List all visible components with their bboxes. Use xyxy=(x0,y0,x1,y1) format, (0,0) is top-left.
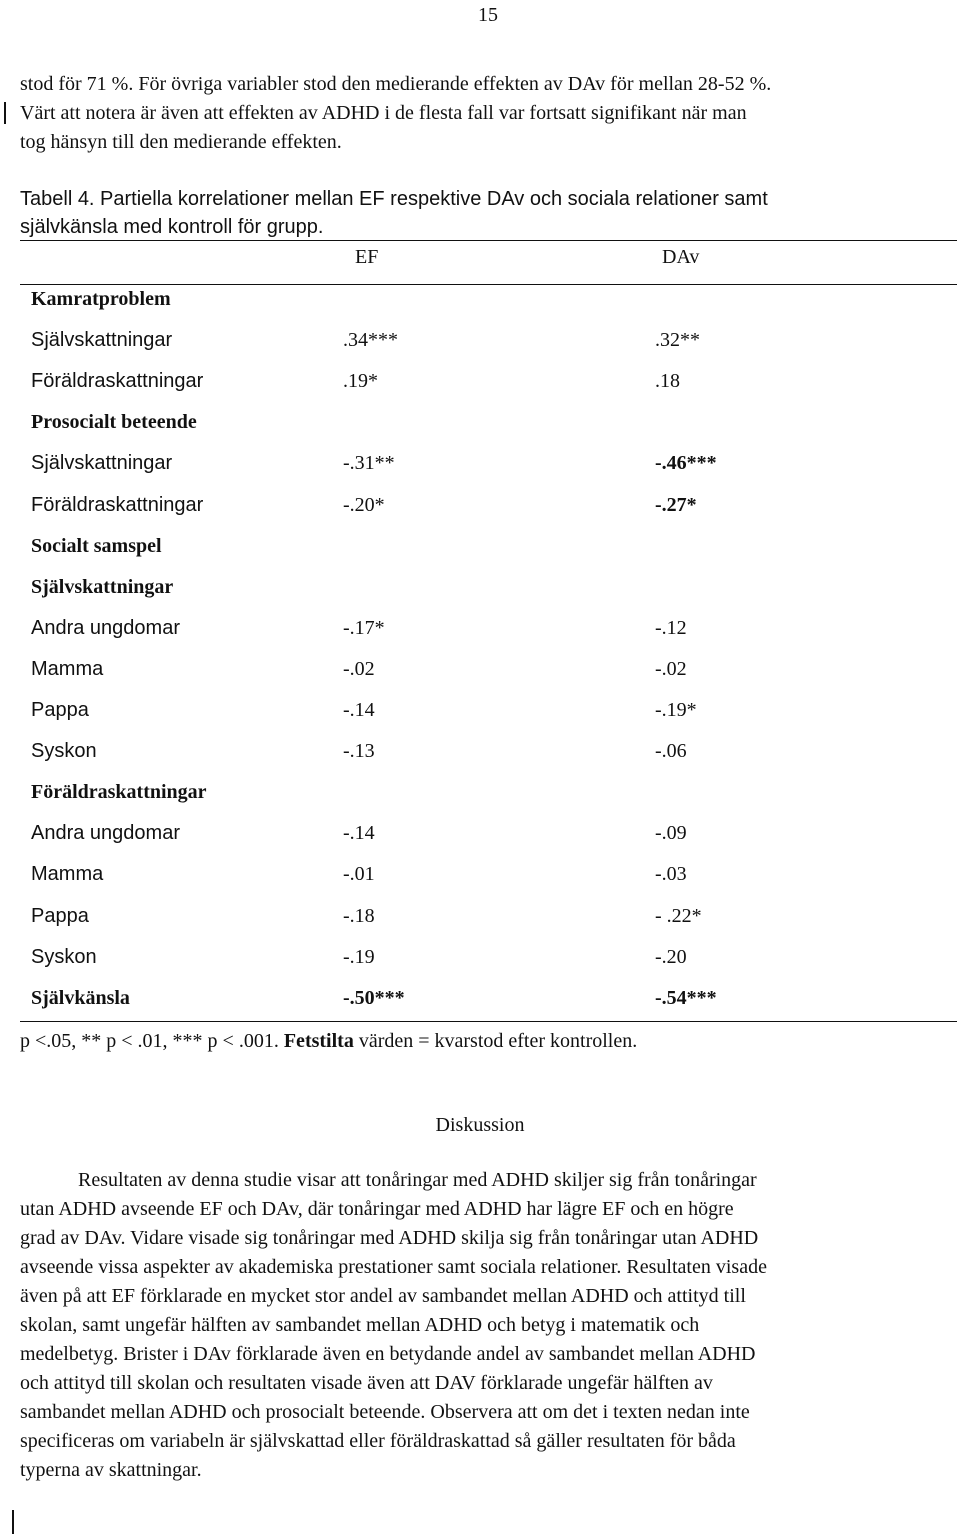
cell-dav: -.54*** xyxy=(655,986,717,1009)
caption-line: Tabell 4. Partiella korrelationer mellan EF respektive DAv och sociala relationer samt xyxy=(20,188,768,210)
paragraph-line: typerna av skattningar. xyxy=(20,1459,202,1481)
table-row xyxy=(0,573,960,603)
table-row xyxy=(0,449,960,479)
cell-dav: -.20 xyxy=(655,945,687,968)
cell-dav: -.03 xyxy=(655,863,687,886)
row-label: Självskattningar xyxy=(31,329,173,352)
cell-dav: -.02 xyxy=(655,657,687,680)
cell-dav: - .22* xyxy=(655,904,702,927)
section-title: Diskussion xyxy=(435,1114,525,1136)
table-row xyxy=(0,285,960,315)
caption-line: självkänsla med kontroll för grupp. xyxy=(20,216,324,238)
row-label: Syskon xyxy=(31,740,97,763)
cell-ef: .19* xyxy=(343,370,378,393)
table-row xyxy=(0,778,960,808)
table-caption xyxy=(20,185,950,241)
cell-ef: -.14 xyxy=(343,822,375,845)
row-heading: Prosocialt beteende xyxy=(31,411,197,434)
cell-ef: -.01 xyxy=(343,863,375,886)
row-heading: Självkänsla xyxy=(31,986,130,1009)
paragraph-line: även på att EF förklarade en mycket stor andel av sambandet mellan ADHD och attityd till xyxy=(20,1285,746,1307)
cell-ef: -.17* xyxy=(343,616,385,639)
column-header-dav: DAv xyxy=(662,246,700,268)
paragraph-line: grad av DAv. Vidare visade sig tonåringar med ADHD skilja sig från tonåringar utan ADHD xyxy=(20,1227,759,1249)
discussion-paragraph xyxy=(20,1166,950,1485)
cell-ef: -.18 xyxy=(343,904,375,927)
cell-dav: -.27* xyxy=(655,493,697,516)
cell-ef: .34*** xyxy=(343,329,398,352)
intro-paragraph xyxy=(20,70,940,157)
table-row xyxy=(0,737,960,767)
table-row xyxy=(0,326,960,356)
intro-line: tog hänsyn till den medierande effekten. xyxy=(20,131,342,153)
cell-ef: -.02 xyxy=(343,657,375,680)
table-row xyxy=(0,614,960,644)
cell-ef: -.13 xyxy=(343,740,375,763)
table-row xyxy=(0,860,960,890)
table-row xyxy=(0,491,960,521)
table-row xyxy=(0,943,960,973)
row-heading: Socialt samspel xyxy=(31,534,162,557)
paragraph-line: Resultaten av denna studie visar att tonåringar med ADHD skiljer sig från tonåringar xyxy=(78,1169,757,1191)
table-row xyxy=(0,367,960,397)
cell-dav: -.19* xyxy=(655,699,697,721)
cell-dav: .32** xyxy=(655,329,700,352)
paragraph-line: medelbetyg. Brister i DAv förklarade även en betydande andel av sambandet mellan ADHD xyxy=(20,1343,756,1365)
column-header-ef: EF xyxy=(355,246,379,268)
footnote-significance: p <.05, ** p < .01, *** p < .001. xyxy=(20,1030,284,1052)
row-label: Föräldraskattningar xyxy=(31,370,204,393)
footnote-bold-term: Fetstilta xyxy=(283,1030,354,1052)
row-label: Syskon xyxy=(31,945,97,968)
paragraph-line: skolan, samt ungefär hälften av sambandet mellan ADHD och betyg i matematik och xyxy=(20,1314,700,1336)
intro-line: Värt att notera är även att effekten av ADHD i de flesta fall var fortsatt signifikant när man xyxy=(20,102,747,124)
table-row xyxy=(0,532,960,562)
table-bottom-rule xyxy=(20,1021,957,1022)
row-heading: Självskattningar xyxy=(31,575,174,598)
paragraph-line: utan ADHD avseende EF och DAv, där tonåringar med ADHD har lägre EF och en högre xyxy=(20,1198,734,1220)
page-number: 15 xyxy=(478,4,498,26)
table-row xyxy=(0,696,960,726)
revision-bar-bottom xyxy=(12,1510,14,1534)
cell-dav: -.09 xyxy=(655,822,687,845)
cell-ef: -.14 xyxy=(343,699,375,721)
table-footnote xyxy=(20,1027,637,1055)
table-top-rule xyxy=(20,240,957,241)
table-row xyxy=(0,819,960,849)
row-label: Pappa xyxy=(31,699,89,721)
cell-dav: -.06 xyxy=(655,740,687,763)
paragraph-line: avseende vissa aspekter av akademiska prestationer samt sociala relationer. Resultaten visade xyxy=(20,1256,767,1278)
row-label: Mamma xyxy=(31,863,104,886)
table-row xyxy=(0,655,960,685)
table-row xyxy=(0,984,960,1014)
row-label: Självskattningar xyxy=(31,452,173,475)
table-row xyxy=(0,902,960,932)
row-label: Pappa xyxy=(31,904,89,927)
cell-dav: -.46*** xyxy=(655,452,717,475)
cell-dav: .18 xyxy=(655,370,680,393)
cell-ef: -.20* xyxy=(343,493,385,516)
cell-ef: -.31** xyxy=(343,452,395,475)
revision-bar-top xyxy=(4,102,6,124)
row-label: Mamma xyxy=(31,657,104,680)
cell-ef: -.19 xyxy=(343,945,375,968)
paragraph-line: specificeras om variabeln är självskattad eller föräldraskattad så gäller resultaten för båda xyxy=(20,1430,736,1452)
row-label: Föräldraskattningar xyxy=(31,493,204,516)
cell-ef: -.50*** xyxy=(343,986,405,1009)
intro-line: stod för 71 %. För övriga variabler stod den medierande effekten av DAv för mellan 28-52 %. xyxy=(20,73,772,95)
paragraph-line: sambandet mellan ADHD och prosocialt beteende. Observera att om det i texten nedan inte xyxy=(20,1401,750,1423)
cell-dav: -.12 xyxy=(655,616,687,639)
row-heading: Kamratproblem xyxy=(31,288,171,310)
footnote-explanation: värden = kvarstod efter kontrollen. xyxy=(353,1030,638,1052)
row-label: Andra ungdomar xyxy=(31,822,180,845)
row-label: Andra ungdomar xyxy=(31,616,180,639)
row-heading: Föräldraskattningar xyxy=(31,781,207,804)
paragraph-line: och attityd till skolan och resultaten visade även att DAV förklarade ungefär hälften av xyxy=(20,1372,713,1394)
table-row xyxy=(0,408,960,438)
